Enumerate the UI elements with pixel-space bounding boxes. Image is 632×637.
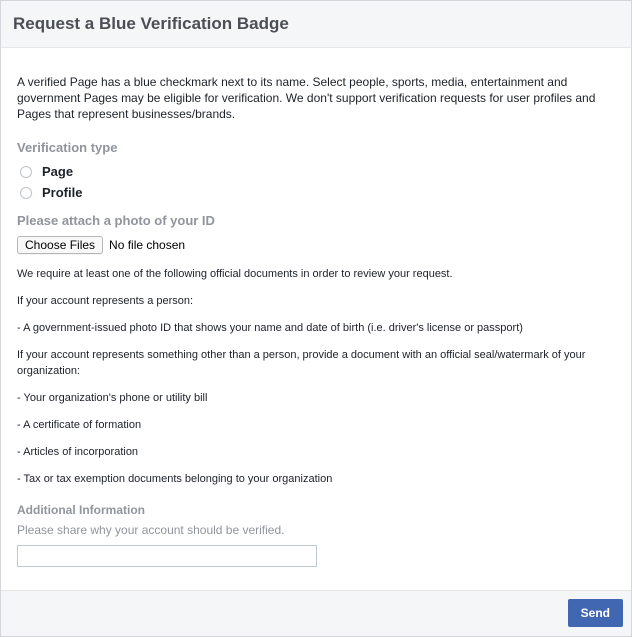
additional-info-hint: Please share why your account should be verified.	[17, 523, 285, 537]
verification-type-label: Verification type	[17, 140, 118, 155]
requirements-line-4: - Your organization's phone or utility bill	[17, 392, 208, 404]
radio-option-page[interactable]	[20, 161, 615, 182]
requirements-line-0: We require at least one of the following official documents in order to review your request.	[17, 268, 453, 280]
radio-option-profile[interactable]	[20, 182, 615, 203]
dialog-footer	[1, 590, 631, 636]
intro-text: A verified Page has a blue checkmark next to its name. Select people, sports, media, entertainment and government Pages may be eligible for verification. We don't support verification requests for user profiles and Pages that represent businesses/brands.	[17, 75, 596, 121]
requirements-line-2: - A government-issued photo ID that shows your name and date of birth (i.e. driver's license or passport)	[17, 322, 523, 334]
verification-type-group	[17, 161, 615, 203]
requirements-line-5: - A certificate of formation	[17, 419, 142, 431]
send-button[interactable]: Send	[568, 599, 623, 627]
file-upload-row	[17, 236, 615, 254]
radio-label-page: Page	[42, 164, 74, 179]
additional-info-input[interactable]	[17, 545, 317, 567]
requirements-line-7: - Tax or tax exemption documents belonging to your organization	[17, 473, 333, 485]
file-status-text: No file chosen	[109, 238, 186, 252]
choose-files-button[interactable]: Choose Files	[17, 236, 103, 254]
page-radio-button[interactable]	[20, 166, 32, 178]
attach-id-label: Please attach a photo of your ID	[17, 213, 215, 228]
requirements-line-1: If your account represents a person:	[17, 295, 194, 307]
profile-radio-button[interactable]	[20, 187, 32, 199]
radio-label-profile: Profile	[42, 185, 83, 200]
dialog-title: Request a Blue Verification Badge	[13, 14, 289, 33]
requirements-line-6: - Articles of incorporation	[17, 446, 139, 458]
additional-info-label: Additional Information	[17, 503, 145, 517]
dialog-content	[1, 48, 631, 567]
requirements-line-3: If your account represents something other than a person, provide a document with an official seal/watermark of your organization:	[17, 349, 586, 377]
dialog-header	[1, 1, 631, 48]
